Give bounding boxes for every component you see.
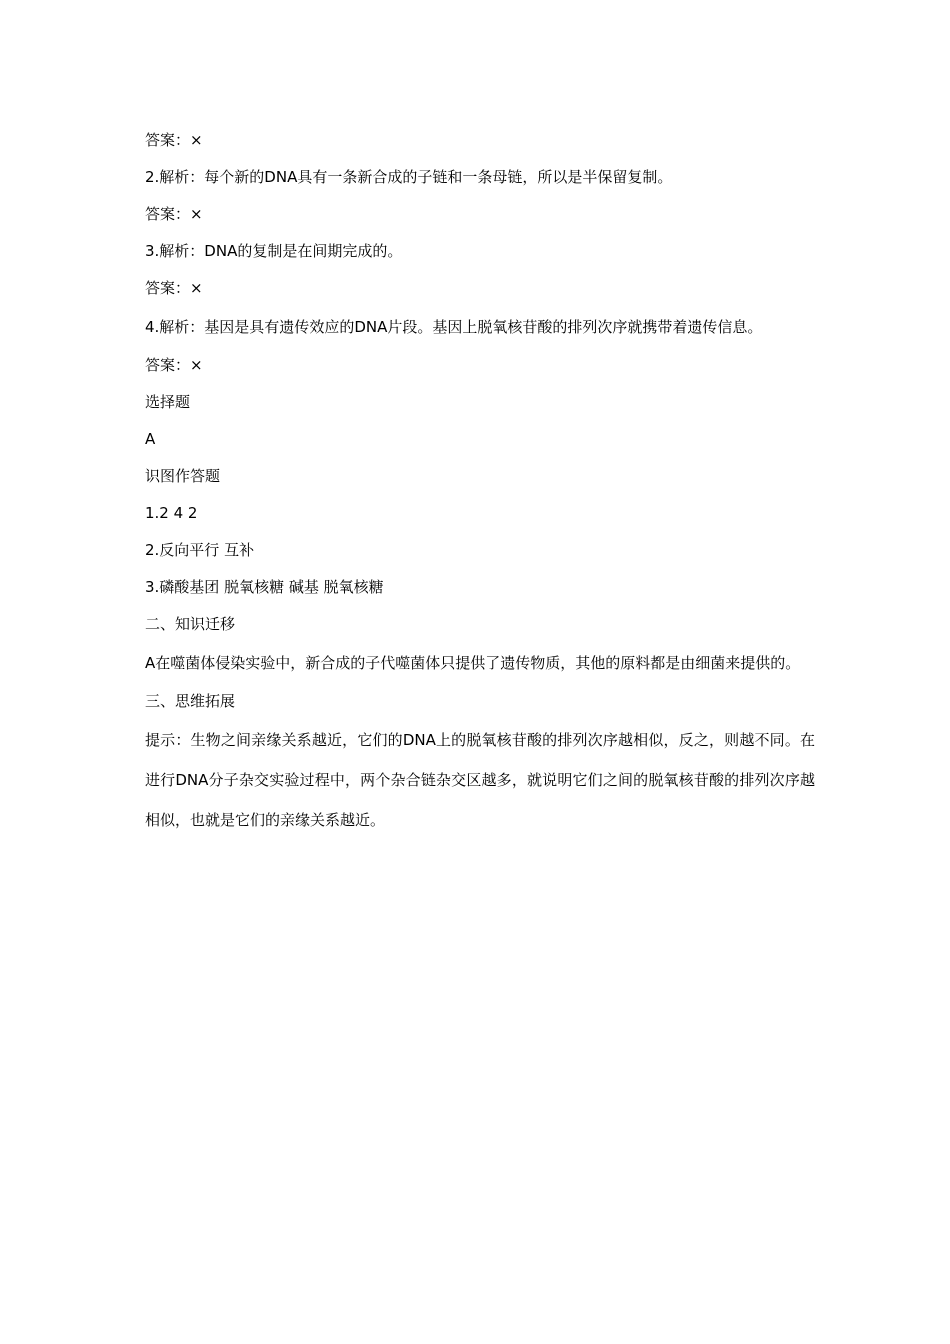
analysis-4: 4.解析：基因是具有遗传效应的DNA片段。基因上脱氧核苷酸的排列次序就携带着遗传信息。 [145,318,763,336]
thinking-answer: 提示：生物之间亲缘关系越近，它们的DNA上的脱氧核苷酸的排列次序越相似，反之，则越不同。在进行DNA分子杂交实验过程中，两个杂合链杂交区越多，就说明它们之间的脱氧核苷酸的排列次序越相似，也就是它们的亲缘关系越近。 [145,731,815,829]
answer-4: 答案：× [145,356,203,374]
analysis-2: 2.解析：每个新的DNA具有一条新合成的子链和一条母链，所以是半保留复制。 [145,168,673,186]
answer-2: 答案：× [145,205,203,223]
diagram-answer-2: 2.反向平行 互补 [145,541,255,559]
section-transfer-heading: 二、知识迁移 [145,615,236,633]
section-thinking-heading: 三、思维拓展 [145,692,236,710]
section-diagram-heading: 识图作答题 [145,467,221,485]
answer-1: 答案：× [145,131,203,149]
choice-answer: A [145,430,156,448]
diagram-answer-1: 1.2 4 2 [145,504,198,522]
transfer-answer: A在噬菌体侵染实验中，新合成的子代噬菌体只提供了遗传物质，其他的原料都是由细菌来提供的。 [145,654,801,672]
document-page [145,122,815,840]
analysis-3: 3.解析：DNA的复制是在间期完成的。 [145,242,403,260]
section-choice-heading: 选择题 [145,393,191,411]
answer-3: 答案：× [145,279,203,297]
diagram-answer-3: 3.磷酸基团 脱氧核糖 碱基 脱氧核糖 [145,578,384,596]
